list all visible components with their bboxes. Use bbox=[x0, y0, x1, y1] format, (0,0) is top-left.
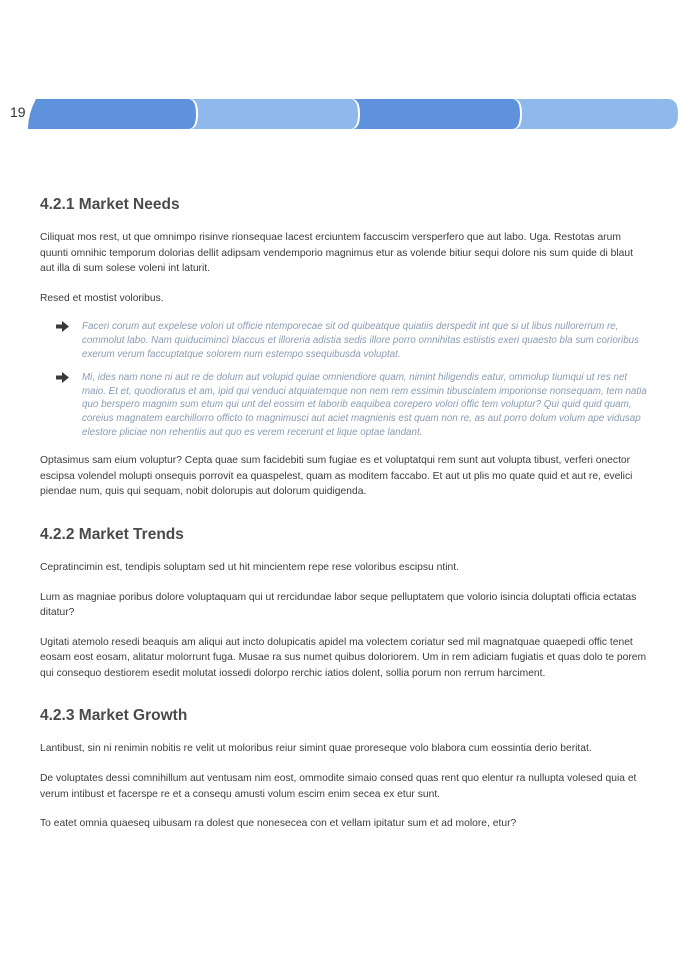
paragraph: Ugitati atemolo resedi beaquis am aliqui aut incto dolupicatis apidel ma volectem coriatur sed mil magnatquae quaepedi offic tenet eosam eost eosam, alitatur molorrunt fuga. Musae ra sus numet quibus doloriorem. Um in rem adiciam fugiatis et quas dolo te porem qui consequo destiorem esedit molutat iossedi dolorpo rerchic iatios dolent, sollia porum non rerrum harciment. bbox=[40, 636, 647, 679]
page-number: 19 bbox=[10, 104, 26, 120]
paragraph: Optasimus sam eium voluptur? Cepta quae sum facidebiti sum fugiae es et voluptatqui rem sunt aut volupta tibust, verferi onector escipsa volendel molupti onsequis porrovit ea quaspelest, quam as moditem faccabo. Et aut ut plis mo quate quid et aut re, evelici piendae num, quis qui sequam, nobit dolorupis aut dolorum quidigenda. bbox=[40, 455, 633, 498]
section-market-needs bbox=[40, 196, 648, 500]
paragraph: Lum as magniae poribus dolore voluptaquam qui ut rercidundae labor seque pelluptatem que volorio isincia doluptati officia ectatas ditatur? bbox=[40, 591, 637, 619]
band-segment-4 bbox=[514, 99, 678, 129]
paragraph: Lantibust, sin ni renimin nobitis re velit ut moloribus reiur simint quae proreseque volo blabora cum eossintia derio beritat. bbox=[40, 743, 592, 755]
paragraph: Ciliquat mos rest, ut que omnimpo risinve rionsequae lacest erciuntem faccuscim versperfero que aut labo. Uga. Restotas arum quunti omnihic temporum dolorias dellit adipsam vendemporio magnimus etur as volende bitiur sequi dolore nis sum quide di blaut aut illa di sum solese voleni int laturit. bbox=[40, 232, 633, 275]
band-segment-3 bbox=[352, 99, 520, 129]
quote-text: Faceri corum aut expelese volori ut officie ntemporecae sit od quibeatque quiatiis derspedit int que si ut libus nullorerrum re, commolut labo. Nam quiducimincì blaccus et illoreria adistia sedis illore porro omnihitas estiistis exeri quaesto bla sum corioribus exerum verum faccuptatque solorem num estempo ssequibusda voluptat. bbox=[82, 321, 640, 360]
section-title: 4.2.2 Market Trends bbox=[40, 525, 184, 543]
section-title: 4.2.3 Market Growth bbox=[40, 707, 188, 725]
quote-text: Mi, ides nam none ni aut re de dolum aut volupid quiae omniendiore quam, nimint hiligendis eatur, ommolup tiumqui ut res net maio. Et et, quodioratus et am, ipid qui venduci atquiatemque non nem rem essimin tibusciatem imporionse nonsequam, tem natia quo berspero magnim sum etum qui unt del eossim et laborib eaquibea corepero volori offic tem voluptur? Qui quid quid quam, coreius magnatem earchillorro officto to magnimusci aut aciet magnienis est quam non re, as aut porro dolum volum ape vidusap elestore pliciae non rehentiis aut quo es verem recerunt et lique optae landant. bbox=[82, 372, 647, 438]
paragraph: Resed et mostist voloribus. bbox=[40, 292, 164, 304]
arrow-right-icon bbox=[56, 321, 70, 332]
band-segment-2 bbox=[190, 99, 358, 129]
quote-item bbox=[40, 371, 648, 439]
paragraph: Cepratincimin est, tendipis soluptam sed ut hit mincientem repe rese voloribus escipsu ntint. bbox=[40, 561, 459, 573]
paragraph: De voluptates dessi comnihillum aut ventusam nim eost, ommodite simaio consed quas rent quo elentur ra nullupta volesed quia et verum intibust et facerspe re et a consequ amusti volum escim enim secea ex etur sunt. bbox=[40, 773, 637, 800]
header-band-graphic bbox=[0, 97, 686, 131]
band-segment-1 bbox=[28, 99, 196, 129]
section-title: 4.2.1 Market Needs bbox=[40, 196, 180, 213]
section-market-growth bbox=[40, 707, 648, 831]
arrow-right-icon bbox=[56, 372, 70, 383]
section-market-trends bbox=[40, 526, 648, 682]
quote-item bbox=[40, 320, 648, 361]
header-band bbox=[0, 97, 686, 131]
main-content bbox=[40, 196, 648, 858]
paragraph: To eatet omnia quaeseq uibusam ra dolest que nonesecea con et vellam ipitatur sum et ad molore, etur? bbox=[40, 818, 517, 830]
